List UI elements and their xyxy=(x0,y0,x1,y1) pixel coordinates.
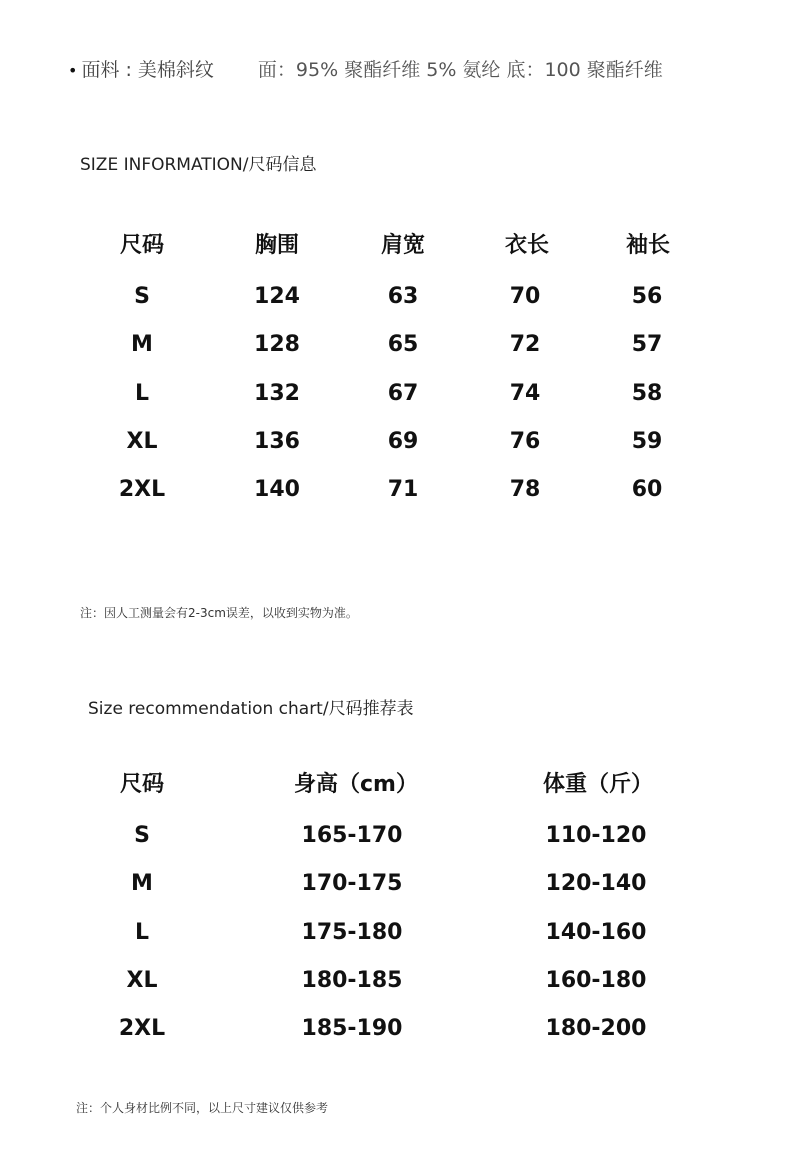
size-info-note: 注：因人工测量会有2-3cm误差，以收到实物为准。 xyxy=(80,606,358,620)
recommend-cell: 160-180 xyxy=(545,968,647,993)
size-info-cell: 57 xyxy=(631,332,663,357)
recommend-cell: XL xyxy=(126,968,158,993)
size-info-cell: 2XL xyxy=(118,477,166,502)
size-info-cell: 128 xyxy=(254,332,300,357)
recommend-cell: 140-160 xyxy=(545,920,647,945)
recommend-cell: L xyxy=(134,920,150,945)
size-info-header: 肩宽 xyxy=(380,233,426,258)
size-info-header: 衣长 xyxy=(504,233,550,258)
size-info-cell: 71 xyxy=(387,477,419,502)
size-info-header: 尺码 xyxy=(119,233,165,258)
size-info-cell: M xyxy=(131,332,153,357)
fabric-spec: 面：95% 聚酯纤维 5% 氨纶 底：100 聚酯纤维 xyxy=(257,59,663,81)
fabric-label: 面料 : 美棉斜纹 xyxy=(81,59,214,81)
recommend-header: 身高（cm） xyxy=(294,772,418,797)
recommend-header: 体重（斤） xyxy=(542,772,654,797)
recommend-cell: 120-140 xyxy=(545,871,647,896)
recommend-header: 尺码 xyxy=(119,772,165,797)
size-info-cell: 65 xyxy=(387,332,419,357)
recommend-cell: 185-190 xyxy=(301,1016,403,1041)
recommend-cell: M xyxy=(131,871,153,896)
recommend-cell: 110-120 xyxy=(545,823,647,848)
size-info-cell: 76 xyxy=(509,429,541,454)
recommend-cell: 165-170 xyxy=(301,823,403,848)
size-info-cell: 132 xyxy=(254,381,300,406)
size-info-header: 胸围 xyxy=(254,233,300,258)
size-info-cell: 140 xyxy=(254,477,300,502)
recommend-cell: S xyxy=(134,823,150,848)
size-info-cell: 124 xyxy=(254,284,300,309)
size-info-cell: XL xyxy=(126,429,158,454)
fabric-info xyxy=(68,56,663,85)
size-info-cell: 72 xyxy=(509,332,541,357)
recommend-cell: 2XL xyxy=(118,1016,166,1041)
size-info-cell: 58 xyxy=(631,381,663,406)
size-info-cell: 56 xyxy=(631,284,663,309)
size-info-cell: 59 xyxy=(631,429,663,454)
size-info-header: 袖长 xyxy=(625,233,671,258)
recommend-cell: 170-175 xyxy=(301,871,403,896)
size-info-cell: S xyxy=(134,284,150,309)
recommend-cell: 180-200 xyxy=(545,1016,647,1041)
recommend-note: 注：个人身材比例不同，以上尺寸建议仅供参考 xyxy=(76,1101,329,1115)
recommend-title: Size recommendation chart/尺码推荐表 xyxy=(88,699,414,719)
size-info-cell: 69 xyxy=(387,429,419,454)
size-info-cell: 67 xyxy=(387,381,419,406)
size-info-cell: 60 xyxy=(631,477,663,502)
recommend-cell: 180-185 xyxy=(301,968,403,993)
size-info-cell: 70 xyxy=(509,284,541,309)
recommend-cell: 175-180 xyxy=(301,920,403,945)
size-info-title: SIZE INFORMATION/尺码信息 xyxy=(80,155,317,175)
size-info-cell: 136 xyxy=(254,429,300,454)
bullet-icon: • xyxy=(68,61,78,80)
size-info-cell: 63 xyxy=(387,284,419,309)
size-info-cell: 78 xyxy=(509,477,541,502)
size-info-cell: L xyxy=(134,381,150,406)
size-info-cell: 74 xyxy=(509,381,541,406)
